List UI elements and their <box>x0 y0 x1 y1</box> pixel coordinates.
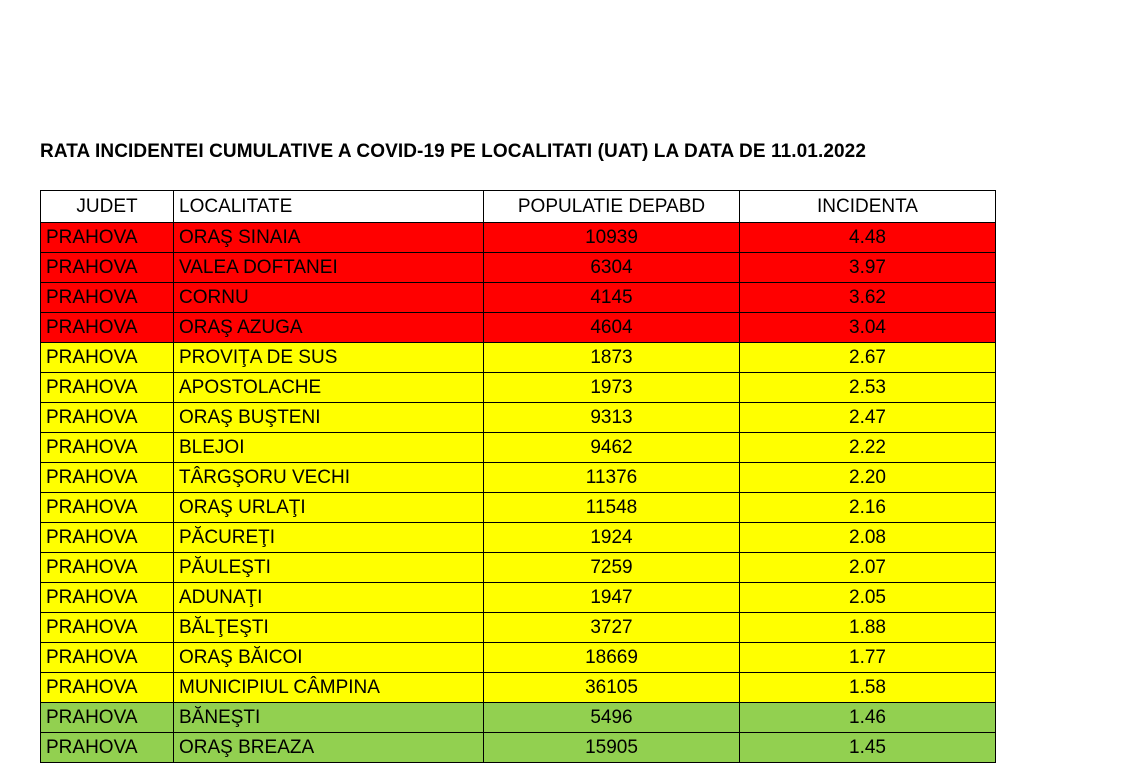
cell-incidenta: 1.45 <box>740 733 996 763</box>
cell-localitate: ADUNAŢI <box>174 583 484 613</box>
cell-localitate: ORAŞ BĂICOI <box>174 643 484 673</box>
table-row <box>41 553 996 583</box>
cell-localitate: PROVIŢA DE SUS <box>174 343 484 373</box>
cell-localitate: ORAŞ BREAZA <box>174 733 484 763</box>
table-row <box>41 253 996 283</box>
cell-incidenta: 1.46 <box>740 703 996 733</box>
table-header-row <box>41 191 996 223</box>
table-row <box>41 463 996 493</box>
cell-localitate: CORNU <box>174 283 484 313</box>
table-row <box>41 373 996 403</box>
table-row <box>41 673 996 703</box>
cell-localitate: BĂLŢEŞTI <box>174 613 484 643</box>
cell-populatie: 9462 <box>484 433 740 463</box>
table-row <box>41 613 996 643</box>
cell-localitate: PĂULEŞTI <box>174 553 484 583</box>
table-row <box>41 223 996 253</box>
incidence-table <box>40 190 996 763</box>
cell-populatie: 3727 <box>484 613 740 643</box>
header-localitate: LOCALITATE <box>174 191 484 223</box>
header-judet: JUDET <box>41 191 174 223</box>
cell-judet: PRAHOVA <box>41 283 174 313</box>
cell-populatie: 1973 <box>484 373 740 403</box>
cell-incidenta: 2.16 <box>740 493 996 523</box>
cell-populatie: 4604 <box>484 313 740 343</box>
header-incidenta: INCIDENTA <box>740 191 996 223</box>
cell-populatie: 15905 <box>484 733 740 763</box>
cell-localitate: ORAŞ SINAIA <box>174 223 484 253</box>
cell-judet: PRAHOVA <box>41 553 174 583</box>
table-row <box>41 733 996 763</box>
table-row <box>41 433 996 463</box>
cell-populatie: 1873 <box>484 343 740 373</box>
cell-populatie: 1947 <box>484 583 740 613</box>
cell-judet: PRAHOVA <box>41 343 174 373</box>
cell-populatie: 6304 <box>484 253 740 283</box>
cell-populatie: 4145 <box>484 283 740 313</box>
cell-localitate: VALEA DOFTANEI <box>174 253 484 283</box>
cell-incidenta: 2.47 <box>740 403 996 433</box>
cell-incidenta: 3.62 <box>740 283 996 313</box>
header-populatie: POPULATIE DEPABD <box>484 191 740 223</box>
table-row <box>41 343 996 373</box>
cell-localitate: TÂRGŞORU VECHI <box>174 463 484 493</box>
cell-judet: PRAHOVA <box>41 703 174 733</box>
cell-judet: PRAHOVA <box>41 673 174 703</box>
cell-judet: PRAHOVA <box>41 223 174 253</box>
cell-localitate: APOSTOLACHE <box>174 373 484 403</box>
cell-judet: PRAHOVA <box>41 643 174 673</box>
table-row <box>41 403 996 433</box>
cell-incidenta: 1.88 <box>740 613 996 643</box>
cell-incidenta: 2.67 <box>740 343 996 373</box>
cell-localitate: ORAŞ URLAŢI <box>174 493 484 523</box>
cell-incidenta: 1.58 <box>740 673 996 703</box>
cell-localitate: ORAŞ BUŞTENI <box>174 403 484 433</box>
table-row <box>41 283 996 313</box>
table-row <box>41 313 996 343</box>
cell-incidenta: 2.07 <box>740 553 996 583</box>
cell-incidenta: 2.05 <box>740 583 996 613</box>
table-row <box>41 493 996 523</box>
cell-populatie: 5496 <box>484 703 740 733</box>
cell-judet: PRAHOVA <box>41 463 174 493</box>
table-row <box>41 523 996 553</box>
cell-populatie: 10939 <box>484 223 740 253</box>
cell-judet: PRAHOVA <box>41 613 174 643</box>
cell-incidenta: 3.04 <box>740 313 996 343</box>
cell-localitate: BĂNEŞTI <box>174 703 484 733</box>
cell-localitate: BLEJOI <box>174 433 484 463</box>
cell-localitate: PĂCUREŢI <box>174 523 484 553</box>
cell-incidenta: 1.77 <box>740 643 996 673</box>
table-row <box>41 583 996 613</box>
cell-judet: PRAHOVA <box>41 523 174 553</box>
table-row <box>41 703 996 733</box>
cell-populatie: 7259 <box>484 553 740 583</box>
page-title: RATA INCIDENTEI CUMULATIVE A COVID-19 PE LOCALITATI (UAT) LA DATA DE 11.01.2022 <box>40 141 867 162</box>
cell-judet: PRAHOVA <box>41 313 174 343</box>
table-row <box>41 643 996 673</box>
table-body <box>41 223 996 763</box>
cell-judet: PRAHOVA <box>41 373 174 403</box>
cell-judet: PRAHOVA <box>41 253 174 283</box>
cell-incidenta: 2.08 <box>740 523 996 553</box>
cell-populatie: 1924 <box>484 523 740 553</box>
cell-populatie: 36105 <box>484 673 740 703</box>
cell-incidenta: 2.22 <box>740 433 996 463</box>
cell-populatie: 9313 <box>484 403 740 433</box>
cell-incidenta: 2.20 <box>740 463 996 493</box>
cell-judet: PRAHOVA <box>41 493 174 523</box>
cell-incidenta: 4.48 <box>740 223 996 253</box>
cell-localitate: MUNICIPIUL CÂMPINA <box>174 673 484 703</box>
cell-localitate: ORAŞ AZUGA <box>174 313 484 343</box>
cell-judet: PRAHOVA <box>41 583 174 613</box>
cell-populatie: 18669 <box>484 643 740 673</box>
cell-populatie: 11548 <box>484 493 740 523</box>
cell-populatie: 11376 <box>484 463 740 493</box>
cell-incidenta: 2.53 <box>740 373 996 403</box>
cell-judet: PRAHOVA <box>41 403 174 433</box>
cell-judet: PRAHOVA <box>41 433 174 463</box>
cell-incidenta: 3.97 <box>740 253 996 283</box>
cell-judet: PRAHOVA <box>41 733 174 763</box>
